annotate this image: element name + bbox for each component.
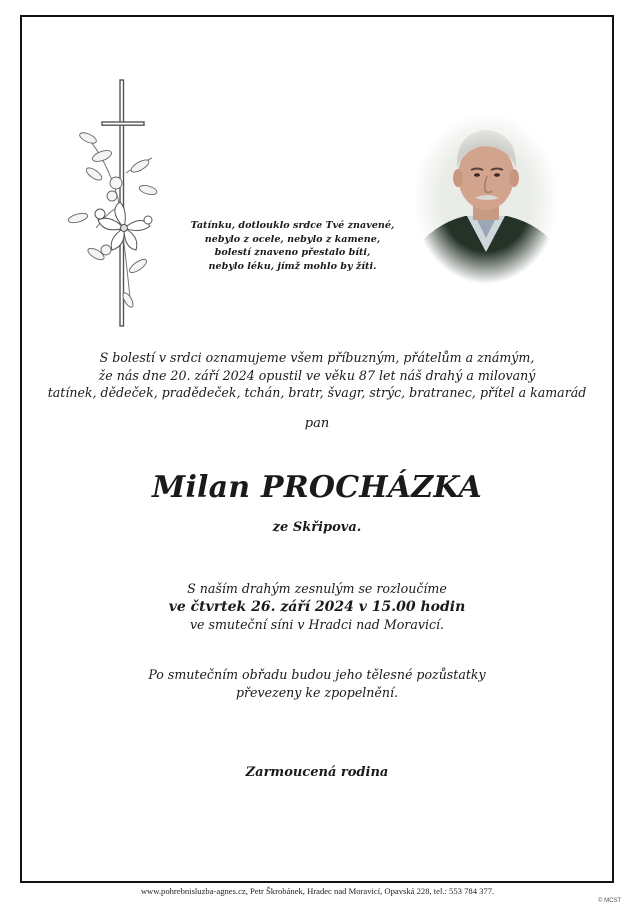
verse-line: nebylo léku, jímž mohlo by žíti. <box>208 260 377 272</box>
deceased-origin: ze Skřipova. <box>272 520 362 535</box>
announcement-line: že nás dne 20. září 2024 opustil ve věku 87 let náš drahý a milovaný <box>98 367 536 383</box>
announcement-text <box>20 349 614 402</box>
cross-with-flowers-icon <box>66 78 162 328</box>
remains-notice <box>20 666 614 701</box>
deceased-name <box>20 470 614 506</box>
last-name: PROCHÁZKA <box>260 470 482 505</box>
memorial-verse <box>190 219 395 273</box>
farewell-datetime: ve čtvrtek 26. září 2024 v 15.00 hodin <box>168 598 466 615</box>
farewell-place: ve smuteční síni v Hradci nad Moravicí. <box>189 616 445 632</box>
first-name: Milan <box>152 470 251 505</box>
verse-line: nebylo z ocele, nebylo z kamene, <box>204 233 381 245</box>
verse-line: Tatínku, dotlouklo srdce Tvé znavené, <box>190 220 395 231</box>
footer-contact: www.pohrebnisluzba-agnes.cz, Petr Škrobánek, Hradec nad Moravicí, Opavská 228, tel.: 553 784 377. <box>140 886 495 896</box>
portrait-photo <box>413 112 559 284</box>
signature: Zarmoucená rodina <box>245 765 389 780</box>
remains-line: převezeny ke zpopelnění. <box>235 684 399 700</box>
announcement-line: S bolestí v srdci oznamujeme všem příbuzným, přátelům a známým, <box>99 350 535 365</box>
announcement-line: tatínek, dědeček, pradědeček, tchán, bratr, švagr, strýc, bratranec, přítel a kamarád <box>47 385 587 400</box>
watermark: © MCST <box>598 898 622 904</box>
verse-line: bolestí znaveno přestalo bíti, <box>214 247 371 259</box>
farewell-intro: S naším drahým zesnulým se rozloučíme <box>187 581 447 596</box>
salutation: pan <box>304 416 330 431</box>
farewell-details <box>20 580 614 633</box>
remains-line: Po smutečním obřadu budou jeho tělesné pozůstatky <box>148 667 486 682</box>
